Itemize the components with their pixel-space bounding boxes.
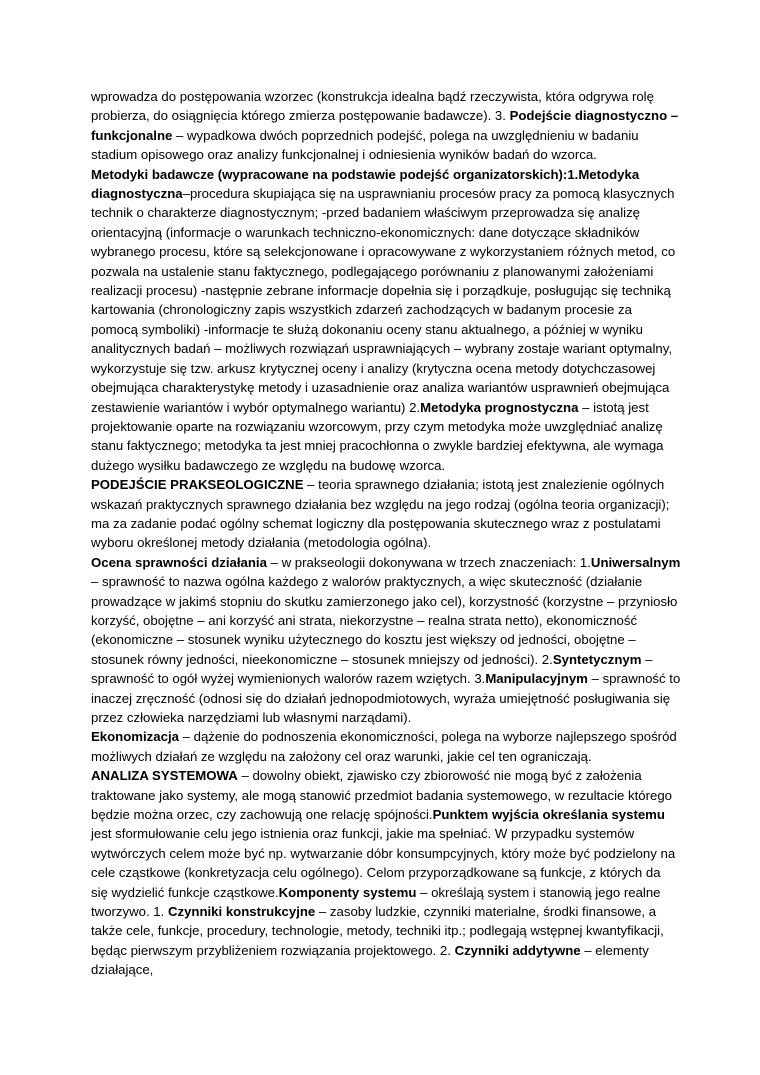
text-run: – w prakseologii dokonywana w trzech znaczeniach: 1. xyxy=(266,554,591,570)
paragraph xyxy=(91,87,681,165)
bold-term: Metodyka prognostyczna xyxy=(420,399,579,415)
bold-term: Syntetycznym xyxy=(552,651,642,667)
bold-term: Komponenty systemu xyxy=(278,884,417,900)
text-run: – zasoby ludzkie, czynniki materialne, środki finansowe, a także cele, funkcje, procedury, technologie, metody, techniki itp.; podlegają wstępnej kwantyfikacji, będąc pierwszym przybliżeniem rozwiązania projektowego. 2. xyxy=(91,904,664,958)
bold-term: Metodyki badawcze (wypracowane na podstawie podejść organizatorskich):1.Metodyka diagnostyczna xyxy=(91,166,640,202)
document-page xyxy=(91,87,681,980)
text-run: – sprawność to inaczej zręczność (odnosi się do działań jednopodmiotowych, wyraża umiejętność posługiwania się przez człowieka narzędziami lub własnymi narządami). xyxy=(91,671,681,725)
bold-term: Manipulacyjnym xyxy=(485,671,588,687)
paragraph xyxy=(91,766,681,979)
bold-term: Czynniki addytywne xyxy=(454,942,581,958)
text-run: –procedura skupiająca się na usprawnianiu procesów pracy za pomocą klasycznych technik o charakterze diagnostycznym; -przed badaniem właściwym przeprowadza się analizę orientacyjną (informacje o warunkach techniczno-ekonomicznych: dane dotyczące składników wybranego procesu, które są selekcjonowane i opracowywane z wykorzystaniem różnych metod, co pozwala na ustalenie stanu faktycznego, podlegającego porównaniu z planowanymi założeniami realizacji procesu) -następnie zebrane informacje dopełnia się i porządkuje, posługując się techniką kartowania (chronologiczny zapis wszystkich zdarzeń zachodzących w badanym procesie za pomocą symboliki) -informacje te służą dokonaniu oceny stanu aktualnego, a później w wyniku analitycznych badań – możliwych rozwiązań usprawniających – wybrany zostaje wariant optymalny, wykorzystuje się tzw. arkusz krytycznej oceny i analizy (krytyczna ocena metody dotychczasowej obejmująca charakterystykę metody i uzasadnienie oraz analiza wariantów usprawnień obejmująca zestawienie wariantów i wybór optymalnego wariantu) 2. xyxy=(91,186,676,415)
bold-term: Czynniki konstrukcyjne xyxy=(167,904,316,920)
bold-term: ANALIZA SYSTEMOWA xyxy=(91,768,238,784)
text-run: – sprawność to ogół wyżej wymienionych walorów razem wziętych. 3. xyxy=(91,651,653,687)
paragraph xyxy=(91,553,681,728)
text-run: – wypadkowa dwóch poprzednich podejść, polega na uwzględnieniu w badaniu stadium opisowego oraz analizy funkcjonalnej i odniesienia wyników badań do wzorca. xyxy=(91,127,639,163)
text-run: jest sformułowanie celu jego istnienia oraz funkcji, jakie ma spełniać. W przypadku systemów wytwórczych celem może być np. wytwarzanie dóbr konsumpcyjnych, który może być podzielony na cele cząstkowe (konkretyzacja celu ogólnego). Celom przyporządkowane są funkcje, z których da się wydzielić funkcje cząstkowe. xyxy=(91,826,676,900)
paragraph xyxy=(91,165,681,476)
bold-term: Ocena sprawności działania xyxy=(91,554,267,570)
bold-term: Punktem wyjścia określania systemu xyxy=(432,807,665,823)
bold-term: Podejście diagnostyczno – funkcjonalne xyxy=(91,108,679,143)
paragraph xyxy=(91,475,681,553)
text-run: – istotą jest projektowanie oparte na rozwiązaniu wzorcowym, przy czym metodyka może uwzględniać analizę stanu faktycznego; metodyka ta jest mniej pracochłonna o zwykle bardziej efektywna, ale wymaga dużego wysiłku badawczego ze względu na budowę wzorca. xyxy=(91,399,664,473)
paragraph xyxy=(91,727,681,766)
text-run: – teoria sprawnego działania; istotą jest znalezienie ogólnych wskazań praktycznych sprawnego działania bez względu na jego rodzaj (ogólna teoria organizacji); ma za zadanie podać ogólny schemat logiczny dla postępowania skutecznego wraz z postulatami wyboru określonej metody działania (metodologia ogólna). xyxy=(91,477,670,551)
bold-term: Uniwersalnym xyxy=(590,554,681,570)
text-run: – elementy działające, xyxy=(91,942,649,978)
bold-term: Ekonomizacja xyxy=(91,729,179,745)
text-run: – dowolny obiekt, zjawisko czy zbiorowość nie mogą być z założenia traktowane jako systemy, ale mogą stanowić przedmiot badania systemowego, w rezultacie którego będzie można orzec, czy zachowują one relację spójności. xyxy=(91,768,673,823)
text-run: – sprawność to nazwa ogólna każdego z walorów praktycznych, a więc skuteczność (działanie prowadzące w jakimś stopniu do skutku zamierzonego jako cel), korzystność (korzystne – przyniosło korzyść, obojętne – ani korzyść ani strata, niekorzystne – realna strata netto), ekonomiczność (ekonomiczne – stosunek wyniku użytecznego do kosztu jest większy od jedności, obojętne – stosunek równy jedności, nieekonomiczne – stosunek mniejszy od jedności). 2. xyxy=(91,574,678,667)
text-run: wprowadza do postępowania wzorzec (konstrukcja idealna bądź rzeczywista, która odgrywa rolę probierza, do osiągnięcia którego zmierza postępowanie badawcze). 3. xyxy=(91,89,654,124)
text-run: – dążenie do podnoszenia ekonomiczności, polega na wyborze najlepszego spośród możliwych działań ze względu na założony cel oraz warunki, jakie cel ten ograniczają. xyxy=(91,729,677,764)
text-run: – określają system i stanowią jego realne tworzywo. 1. xyxy=(91,884,661,920)
bold-term: PODEJŚCIE PRAKSEOLOGICZNE xyxy=(91,477,304,493)
